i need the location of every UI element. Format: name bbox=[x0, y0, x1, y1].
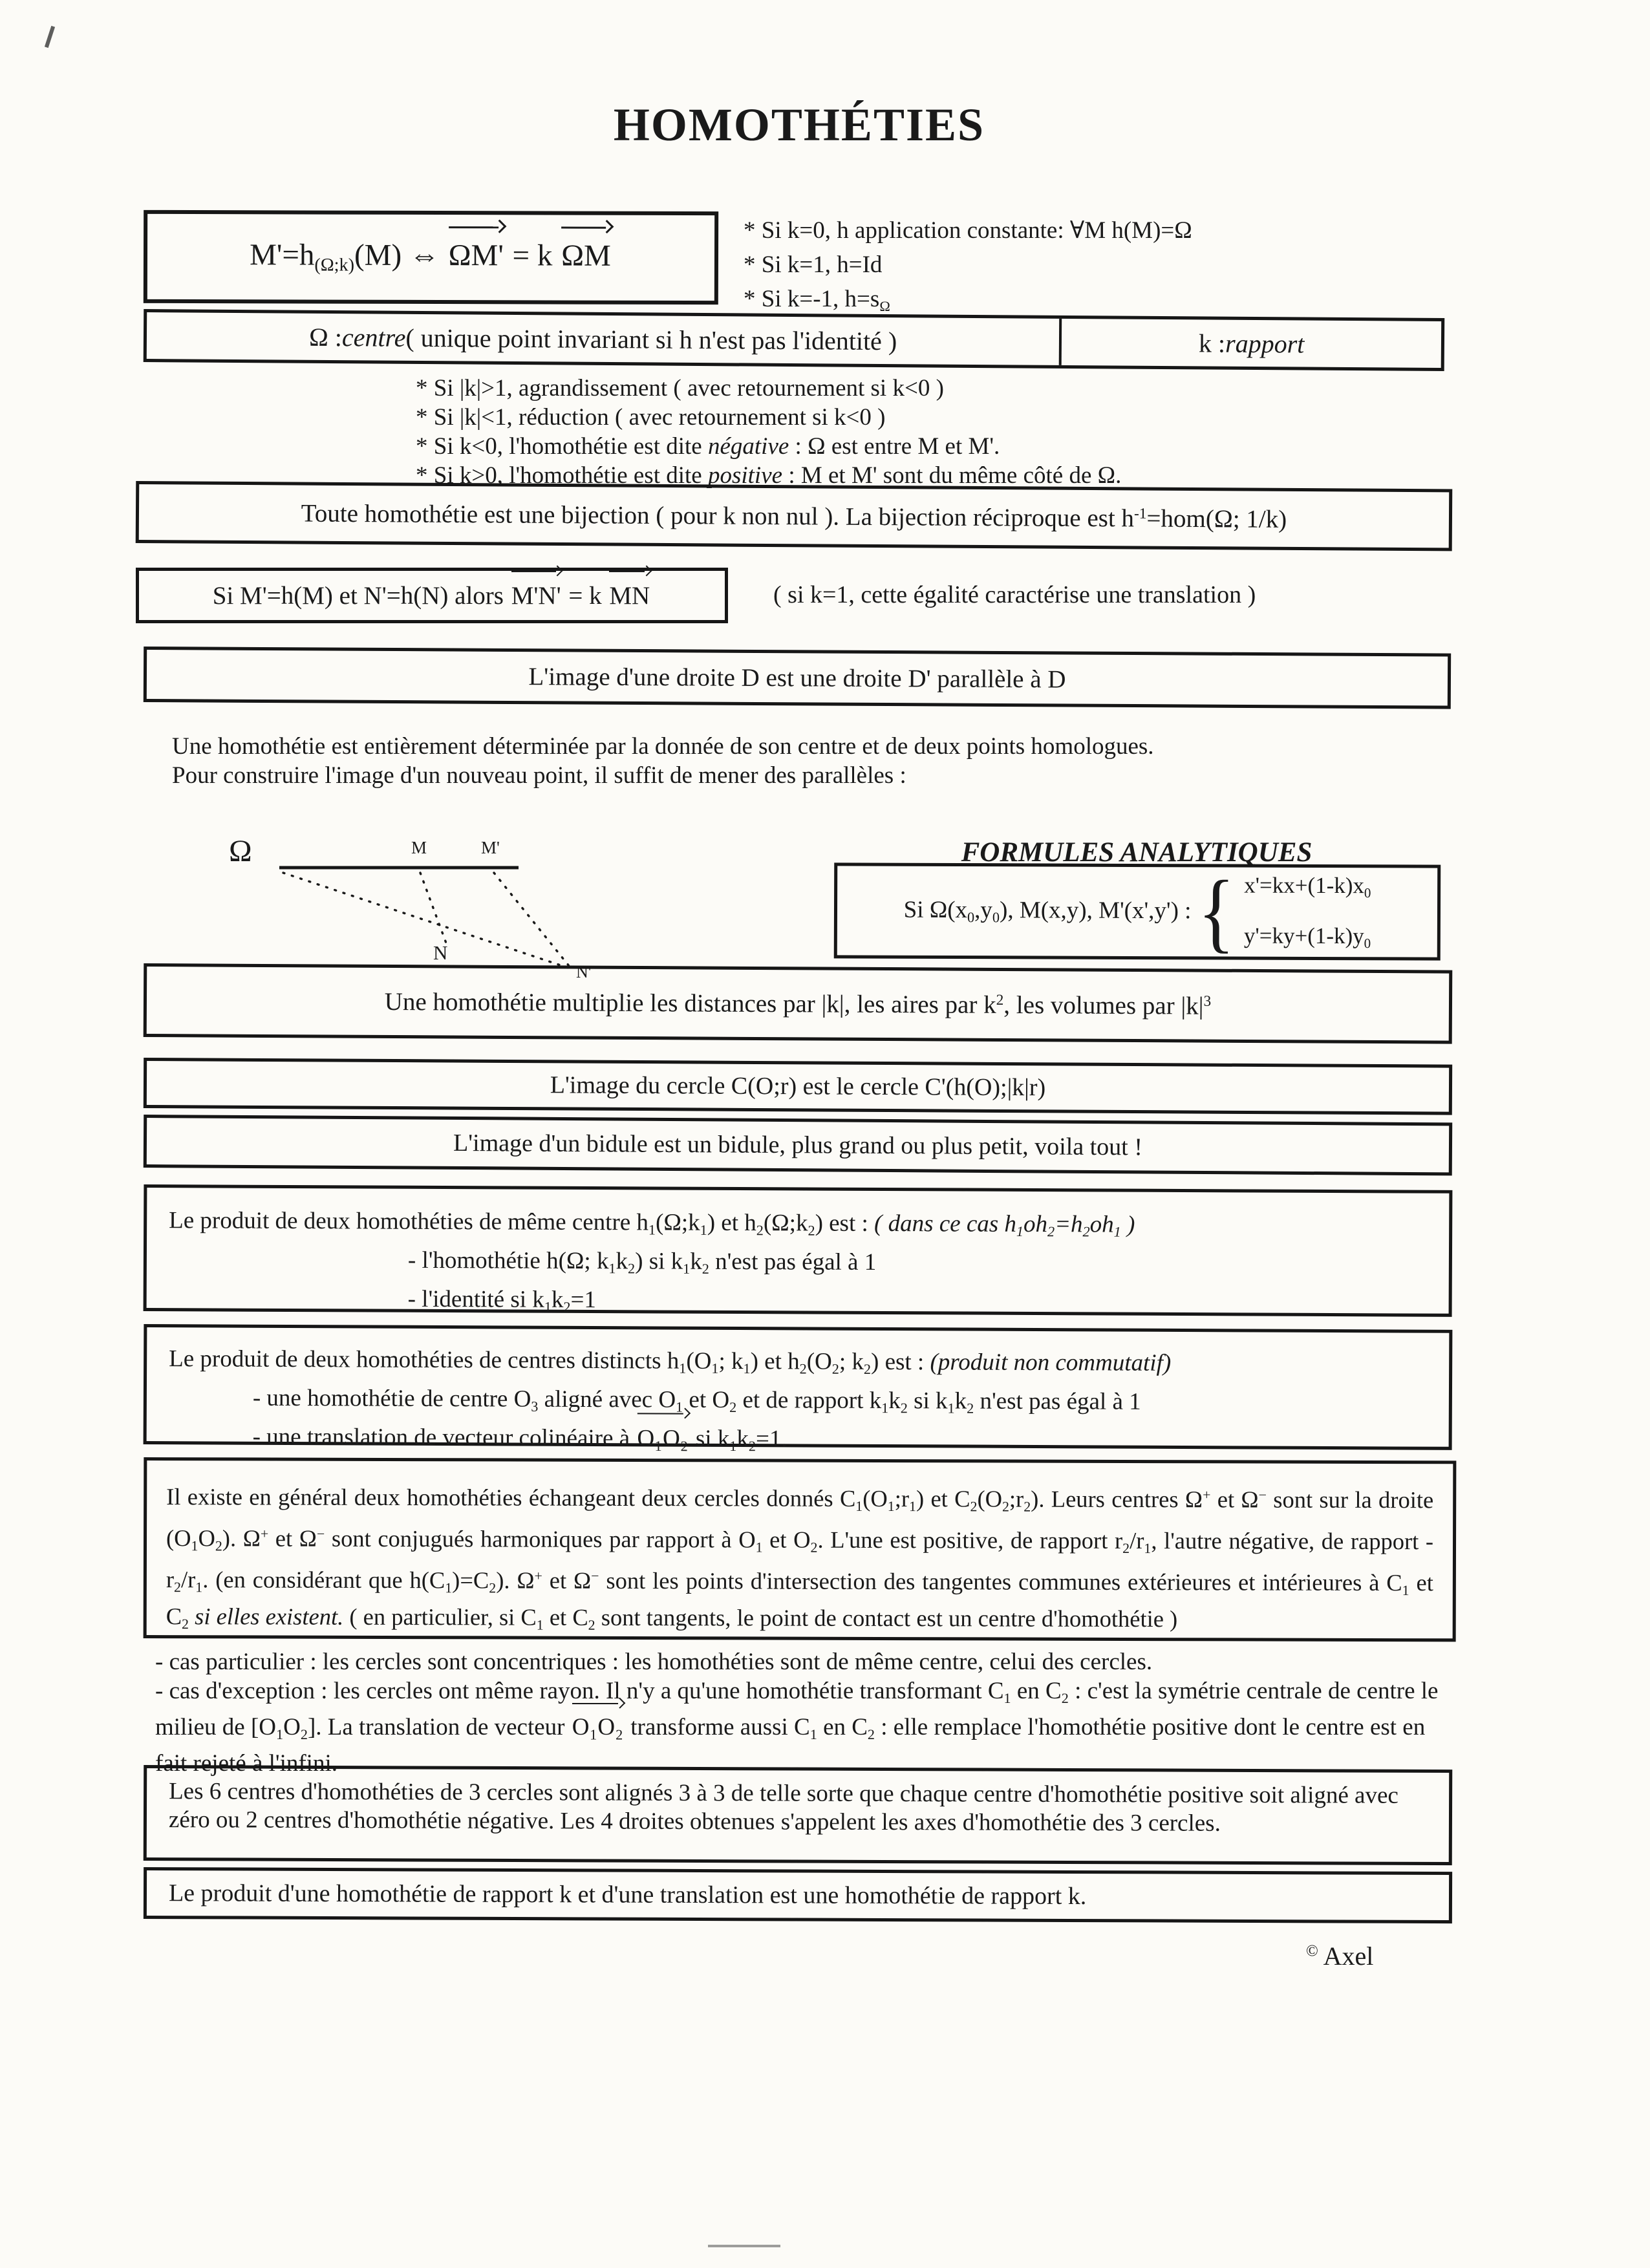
case-k1: * Si k=1, h=Id bbox=[744, 251, 883, 278]
rapport-cell: k : rapport bbox=[1059, 319, 1441, 368]
product-same-center-intro: Le produit de deux homothéties de même centre h1(Ω;k1) et h2(Ω;k2) est : ( dans ce cas h1oh2=h2oh1 ) bbox=[169, 1207, 1135, 1240]
property-negative: * Si k<0, l'homothétie est dite négative : Ω est entre M et M'. bbox=[416, 433, 1000, 460]
special-cases-paragraph: - cas particulier : les cercles sont concentriques : les homothéties sont de même centre, celui des cercles. - cas d'exception : les cercles ont même rayon. Il n'y a qu'une homothétie transformant C1 en C2 : c'est la symétrie centrale de centre le milieu de [O1O2]. La translation de vecteur O₁O₂ transforme aussi C1 en C2 : elle remplace l'homothétie positive dont le centre est en fait rejeté à l'infini. bbox=[155, 1649, 1439, 1777]
circle-image-box bbox=[144, 1058, 1452, 1115]
analytic-eq-x: x'=kx+(1-k)x0 bbox=[1244, 872, 1371, 901]
center-cell: Ω : centre ( unique point invariant si h n'est pas l'identité ) bbox=[308, 322, 897, 356]
product-translation-statement: Le produit d'une homothétie de rapport k et d'une translation est une homothétie de rapport k. bbox=[168, 1879, 1087, 1910]
analytic-eq-y: y'=ky+(1-k)y0 bbox=[1243, 923, 1371, 951]
product-distinct-centers-box bbox=[144, 1324, 1453, 1455]
property-agrandissement: * Si |k|>1, agrandissement ( avec retournement si k<0 ) bbox=[416, 375, 944, 401]
case-k-1: * Si k=-1, h=sΩ bbox=[744, 286, 890, 315]
properties-list bbox=[416, 374, 1580, 490]
analytic-title: FORMULES ANALYTIQUES bbox=[961, 837, 1312, 868]
bidule-statement: L'image d'un bidule est un bidule, plus grand ou plus petit, voila tout ! bbox=[453, 1129, 1143, 1161]
author-name: Axel bbox=[1323, 1942, 1374, 1971]
scan-mark-bottom bbox=[708, 2245, 780, 2247]
center-rapport-box bbox=[144, 309, 1445, 371]
figure-dotted-omega-nprime bbox=[283, 873, 574, 970]
product-translation-box bbox=[144, 1867, 1452, 1923]
product-same-center-case1: - l'homothétie h(Ω; k1k2) si k1k2 n'est pas égal à 1 bbox=[407, 1246, 877, 1278]
definition-formula: M'=h(Ω;k)(M) ⇔ ΩM' = k ΩM bbox=[250, 238, 612, 277]
figure-label-nprime: N' bbox=[576, 963, 592, 981]
product-distinct-intro: Le produit de deux homothéties de centres distincts h1(O1; k1) et h2(O2; k2) est : (produit non commutatif) bbox=[169, 1345, 1172, 1378]
product-same-center-box bbox=[144, 1184, 1453, 1317]
scaling-statement: Une homothétie multiplie les distances par |k|, les aires par $k^2$, les volumes par $|k|^3$ bbox=[384, 987, 1212, 1020]
vectors-box bbox=[136, 568, 728, 623]
case-k0: * Si k=0, h application constante: ∀M h(M)=Ω bbox=[744, 217, 1192, 244]
property-positive: * Si k>0, l'homothétie est dite positive : M et M' sont du même côté de Ω. bbox=[416, 462, 1122, 489]
copyright-icon: © bbox=[1306, 1942, 1318, 1960]
definition-formula-box bbox=[144, 210, 718, 305]
construction-line1: Une homothétie est entièrement déterminée par la donnée de son centre et de deux points homologues. bbox=[172, 733, 1154, 760]
property-reduction: * Si |k|<1, réduction ( avec retournement si k<0 ) bbox=[416, 404, 886, 431]
two-circles-box: Il existe en général deux homothéties échangeant deux cercles donnés C1(O1;r1) et C2(O2;r2). Leurs centres Ω+ et Ω− sont sur la droite (O1O2). Ω+ et Ω− sont conjugués harmoniques par rapport à O1 et O2. L'une est positive, de rapport r2/r1, l'autre négative, de rapport -r2/r1. (en considérant que h(C1)=C2). Ω+ et Ω− sont les points d'intersection des tangentes communes extérieures et intérieures à C1 et C2 si elles existent. ( en particulier, si C1 et C2 sont tangents, le point de contact est un centre d'homothétie ) bbox=[144, 1457, 1457, 1642]
product-distinct-case2: - une translation de vecteur colinéaire à O₁O₂ si k1k2=1. bbox=[252, 1423, 788, 1455]
construction-line2: Pour construire l'image d'un nouveau point, il suffit de mener des parallèles : bbox=[172, 762, 906, 789]
product-distinct-case1: - une homothétie de centre O3 aligné avec O1 et O2 et de rapport k1k2 si k1k2 n'est pas égal à 1 bbox=[252, 1384, 1141, 1417]
line-image-statement: L'image d'une droite D est une droite D' parallèle à D bbox=[528, 662, 1066, 693]
bijection-statement: Toute homothétie est une bijection ( pour k non nul ). La bijection réciproque est $h^{-1}=hom(\Omega$; 1/k) bbox=[301, 499, 1287, 533]
bijection-box bbox=[136, 481, 1453, 551]
page-title: HOMOTHÉTIES bbox=[613, 99, 985, 151]
figure-label-mprime: M' bbox=[481, 838, 500, 857]
analytic-equations bbox=[1244, 873, 1371, 952]
line-image-box bbox=[144, 647, 1451, 709]
author-credit bbox=[1306, 1941, 1373, 1971]
figure-dotted-mprime-nprime bbox=[494, 873, 569, 966]
scaling-box bbox=[144, 963, 1453, 1044]
bidule-box bbox=[144, 1115, 1452, 1175]
figure-dotted-m-n bbox=[420, 873, 447, 947]
analytic-lead: Si Ω(x0,y0), M(x,y), M'(x',y') : bbox=[903, 896, 1192, 926]
figure-label-omega: Ω bbox=[229, 834, 252, 868]
axes-box: Les 6 centres d'homothéties de 3 cercles sont alignés 3 à 3 de telle sorte que chaque centre d'homothétie positive soit aligné avec zéro ou 2 centres d'homothétie négative. Les 4 droites obtenues s'appelent les axes d'homothétie des 3 cercles. bbox=[144, 1765, 1453, 1865]
definition-cases bbox=[744, 213, 1584, 323]
vectors-formula: Si M'=h(M) et N'=h(N) alors M'N' = k MN bbox=[212, 581, 650, 610]
scan-speck-top-left bbox=[45, 26, 55, 48]
analytic-box bbox=[834, 862, 1441, 960]
vectors-aside: ( si k=1, cette égalité caractérise une translation ) bbox=[773, 581, 1256, 608]
figure-label-m: M bbox=[411, 838, 427, 857]
figure-label-n: N bbox=[433, 941, 448, 964]
product-same-center-case2: - l'identité si k1k2=1 bbox=[407, 1285, 596, 1316]
construction-paragraph bbox=[172, 732, 1472, 790]
circle-image-statement: L'image du cercle C(O;r) est le cercle C'(h(O);|k|r) bbox=[550, 1071, 1046, 1102]
